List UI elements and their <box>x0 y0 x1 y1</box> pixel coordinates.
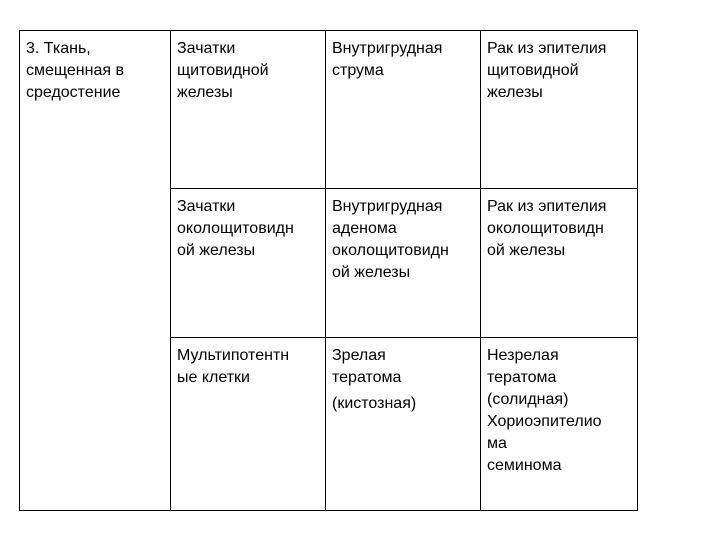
cell-line: ые клетки <box>177 369 250 386</box>
cell-line: струма <box>332 62 384 79</box>
source-cell <box>171 189 326 338</box>
cell-line: ой железы <box>332 264 411 281</box>
cell-line: (кистозная) <box>332 395 417 412</box>
cell-line: 3. Ткань, <box>26 40 91 57</box>
cell-line: семинома <box>487 457 562 474</box>
source-cell <box>171 31 326 189</box>
cell-line: Рак из эпителия <box>487 198 607 215</box>
cell-line: средостение <box>26 84 121 101</box>
cell-line: Зачатки <box>177 40 236 57</box>
benign-cell <box>326 338 481 511</box>
table-row <box>20 31 638 189</box>
mediastinal-tissue-table <box>19 30 638 511</box>
cell-line: аденома <box>332 220 397 237</box>
malignant-cell <box>481 31 638 189</box>
category-cell <box>20 31 171 511</box>
cell-line: Хориоэпителио <box>487 413 602 430</box>
cell-line: тератома <box>332 369 402 386</box>
cell-line: Рак из эпителия <box>487 40 607 57</box>
cell-line: ма <box>487 435 507 452</box>
cell-line: Внутригрудная <box>332 40 443 57</box>
cell-line: железы <box>177 84 233 101</box>
malignant-cell <box>481 189 638 338</box>
cell-line: тератома <box>487 369 557 386</box>
cell-line: Зрелая <box>332 347 386 364</box>
cell-line: железы <box>487 84 543 101</box>
cell-line: Незрелая <box>487 347 559 364</box>
cell-line: щитовидной <box>177 62 269 79</box>
cell-line: (солидная) <box>487 391 569 408</box>
cell-line: смещенная в <box>26 62 124 79</box>
malignant-cell <box>481 338 638 511</box>
cell-line: ой железы <box>487 242 566 259</box>
cell-line: ой железы <box>177 242 256 259</box>
cell-line: Зачатки <box>177 198 236 215</box>
cell-line: околощитовидн <box>332 242 449 259</box>
cell-line: околощитовидн <box>487 220 604 237</box>
cell-line: Внутригрудная <box>332 198 443 215</box>
benign-cell <box>326 189 481 338</box>
benign-cell <box>326 31 481 189</box>
source-cell <box>171 338 326 511</box>
cell-line: щитовидной <box>487 62 579 79</box>
cell-line: околощитовидн <box>177 220 294 237</box>
cell-line: Мультипотентн <box>177 347 290 364</box>
